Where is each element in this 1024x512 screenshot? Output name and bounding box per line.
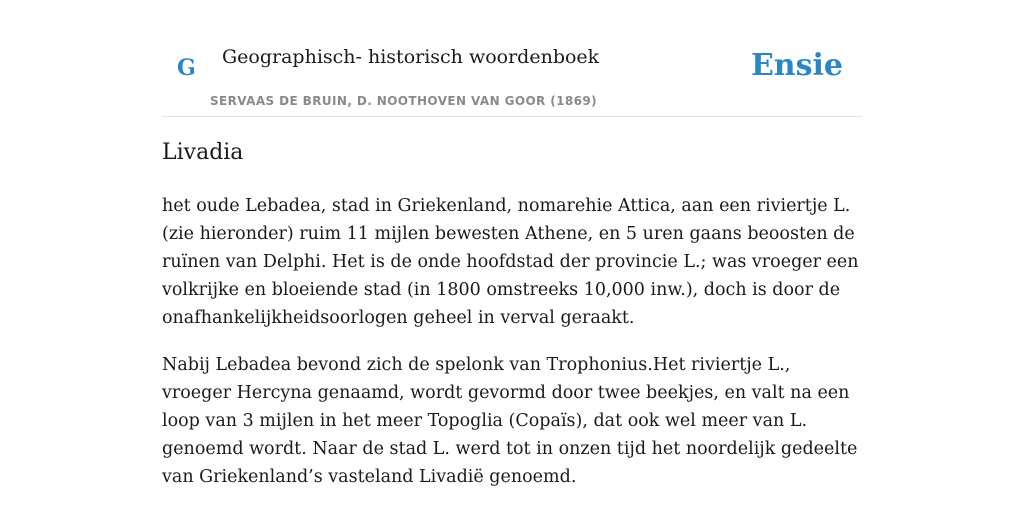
entry-paragraph: Nabij Lebadea bevond zich de spelonk van Trophonius.Het riviertje L., vroeger Hercyna genaamd, wordt gevormd door twee beekjes, en valt na een loop van 3 mijlen in het meer Topoglia (Copaïs), dat ook wel meer van L. genoemd wordt. Naar de stad L. werd tot in onzen tijd het noordelijk gedeelte van Griekenland’s vasteland Livadië genoemd. bbox=[162, 355, 858, 487]
entry-title: Livadia bbox=[162, 140, 244, 165]
entry-paragraph: het oude Lebadea, stad in Griekenland, nomarehie Attica, aan een riviertje L. (zie hieronder) ruim 11 mijlen bewesten Athene, en 5 uren gaans beoosten de ruïnen van Delphi. Het is de onde hoofdstad der provincie L.; was vroeger een volkrijke en bloeiende stad (in 1800 omstreeks 10,000 inw.), doch is door de onafhankelijkheidsoorlogen geheel in verval geraakt. bbox=[162, 196, 859, 328]
book-authors: SERVAAS DE BRUIN, D. NOOTHOVEN VAN GOOR (1869) bbox=[210, 94, 598, 108]
ensie-logo[interactable]: Ensie bbox=[750, 48, 843, 83]
book-title[interactable]: Geographisch- historisch woordenboek bbox=[222, 46, 600, 68]
book-logo-letter[interactable]: G bbox=[177, 55, 196, 81]
entry-body bbox=[162, 192, 862, 510]
book-header bbox=[162, 0, 862, 117]
page bbox=[162, 0, 862, 487]
